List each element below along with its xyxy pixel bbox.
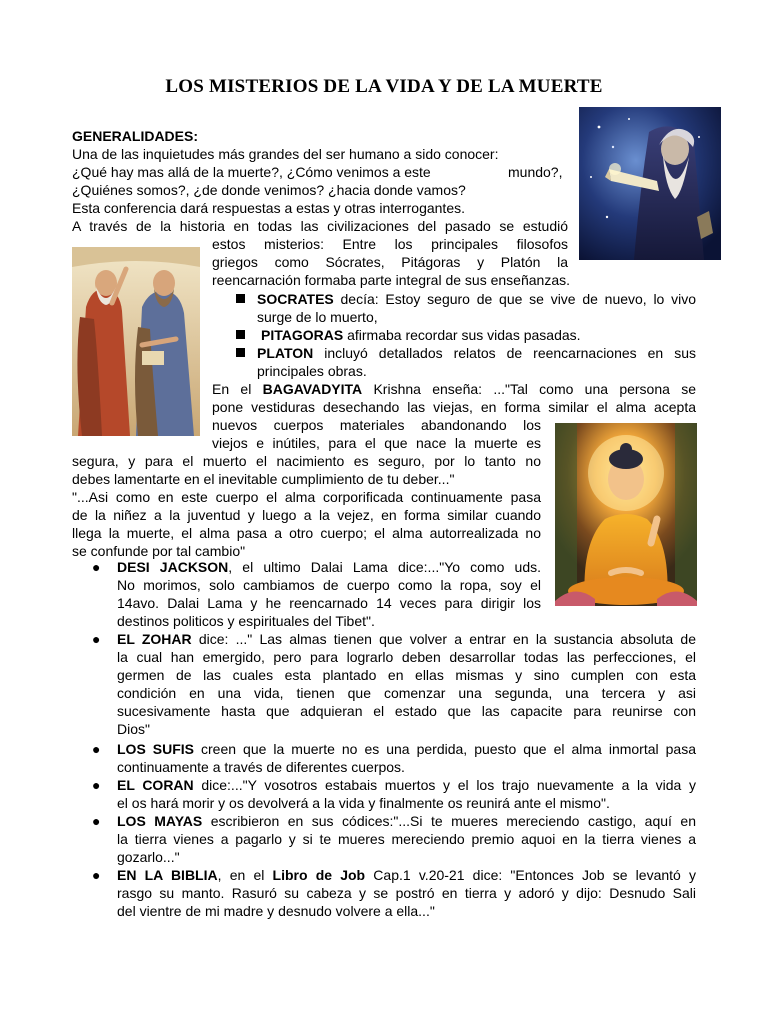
bagavad-line: de la niñez a la juventud y luego a la vejez, en forma similar cuando — [72, 507, 541, 523]
bagavad-line: segura, y para el muerto el nacimiento es seguro, por lo tanto no — [72, 453, 541, 469]
section-heading: GENERALIDADES: — [72, 128, 199, 144]
intro-line: estos misterios: Entre los principales filosofos — [212, 236, 568, 252]
wizard-illustration — [579, 107, 721, 260]
zohar-item: condición en una vida, tienen que comenzar una segunda, una tercera y asi — [117, 685, 696, 701]
zohar-item: la cual han emergido, pero para lograrlo deben desarrollar todas las perfecciones, el — [117, 649, 696, 665]
bagavad-line: viejos e inútiles, para el que nace la muerte es — [212, 435, 541, 451]
bullet-icon: ● — [92, 559, 101, 575]
bullet-icon: ● — [92, 867, 101, 883]
biblia-item: EN LA BIBLIA, en el Libro de Job Cap.1 v.20-21 dice: "Entonces Job se levantó y — [117, 867, 696, 883]
coran-item: el os hará morir y os devolverá a la vida y finalmente os reunirá ante el mismo". — [117, 795, 610, 811]
intro-line: ¿Qué hay mas allá de la muerte?, ¿Cómo venimos a este — [72, 164, 431, 180]
intro-line: A través de la historia en todas las civilizaciones del pasado se estudió — [72, 218, 568, 234]
sufis-item: LOS SUFIS creen que la muerte no es una perdida, puesto que el alma inmortal pasa — [117, 741, 696, 757]
pitagoras-item: PITAGORAS afirmaba recordar sus vidas pasadas. — [261, 327, 581, 343]
bagavad-line: pone vestiduras desechando las viejas, en forma similar el alma acepta — [212, 399, 696, 415]
bullet-icon: ● — [92, 741, 101, 757]
page-title: LOS MISTERIOS DE LA VIDA Y DE LA MUERTE — [165, 76, 603, 97]
zohar-item: germen de las cuales esta plantado en ellas mismas y sino cumplen con esta — [117, 667, 696, 683]
platon-item: PLATON incluyó detallados relatos de reencarnaciones en sus — [257, 345, 696, 361]
desi-jackson-item: destinos politicos y espirituales del Tibet". — [117, 613, 375, 629]
philosophers-fresco-illustration — [72, 247, 200, 436]
intro-line: Esta conferencia dará respuestas a estas y otras interrogantes. — [72, 200, 465, 216]
intro-line: griegos como Sócrates, Pitágoras y Platón la — [212, 254, 568, 270]
square-bullet-icon — [236, 344, 245, 362]
bagavad-line: debes lamentarte en el inevitable cumplimiento de tu deber..." — [72, 471, 455, 487]
bagavad-line: llega la muerte, el alma pasa a otro cuerpo; el alma autorrealizada no — [72, 525, 541, 541]
desi-jackson-item: No morimos, solo cambiamos de cuerpo como la ropa, soy el — [117, 577, 541, 593]
platon-item-cont: principales obras. — [257, 363, 367, 379]
bagavad-line: nuevos cuerpos materiales abandonando los — [212, 417, 541, 433]
mayas-item: gozarlo..." — [117, 849, 180, 865]
socrates-item: SOCRATES decía: Estoy seguro de que se vive de nuevo, lo vivo — [257, 291, 696, 307]
desi-jackson-item: 14avo. Dalai Lama y he reencarnado 14 veces para dirigir los — [117, 595, 541, 611]
socrates-item-cont: surge de lo muerto, — [257, 309, 378, 325]
coran-item: EL CORAN dice:..."Y vosotros estabais muertos y el los trajo nuevamente a la vida y — [117, 777, 697, 793]
zohar-item: sucesivamente hasta que adquieran el estado que las capacite para reunirse con — [117, 703, 696, 719]
zohar-item: EL ZOHAR dice: ..." Las almas tienen que volver a entrar en la sustancia absoluta de — [117, 631, 696, 647]
mayas-item: la tierra vienes a pagarlo y si te mueres mereciendo premio aquoi en la tierra vienes a — [117, 831, 696, 847]
bagavad-line: "...Asi como en este cuerpo el alma corporificada continuamente pasa — [72, 489, 541, 505]
bagavad-line: En el BAGAVADYITA Krishna enseña: ..."Tal como una persona se — [212, 381, 696, 397]
desi-jackson-item: DESI JACKSON, el ultimo Dalai Lama dice:..."Yo como uds. — [117, 559, 541, 575]
square-bullet-icon — [236, 290, 245, 308]
intro-line: mundo?, — [508, 164, 563, 180]
buddha-illustration — [555, 423, 697, 606]
biblia-item: del vientre de mi madre y desnudo volvere a ella..." — [117, 903, 435, 919]
biblia-item: rasgo su manto. Rasuró su cabeza y se postró en tierra y adoró y dijo: Desnudo Sali — [117, 885, 696, 901]
intro-line: reencarnación formaba parte integral de sus enseñanzas. — [212, 272, 570, 288]
bullet-icon: ● — [92, 813, 101, 829]
intro-line: Una de las inquietudes más grandes del ser humano a sido conocer: — [72, 146, 499, 162]
zohar-item: Dios" — [117, 721, 150, 737]
bullet-icon: ● — [92, 631, 101, 647]
square-bullet-icon — [236, 326, 245, 344]
intro-line: ¿Quiénes somos?, ¿de donde venimos? ¿hacia donde vamos? — [72, 182, 466, 198]
sufis-item: continuamente a través de diferentes cuerpos. — [117, 759, 405, 775]
bagavad-line: se confunde por tal cambio" — [72, 543, 246, 559]
mayas-item: LOS MAYAS escribieron en sus códices:"...Si te mueres mereciendo castigo, aquí en — [117, 813, 696, 829]
bullet-icon: ● — [92, 777, 101, 793]
